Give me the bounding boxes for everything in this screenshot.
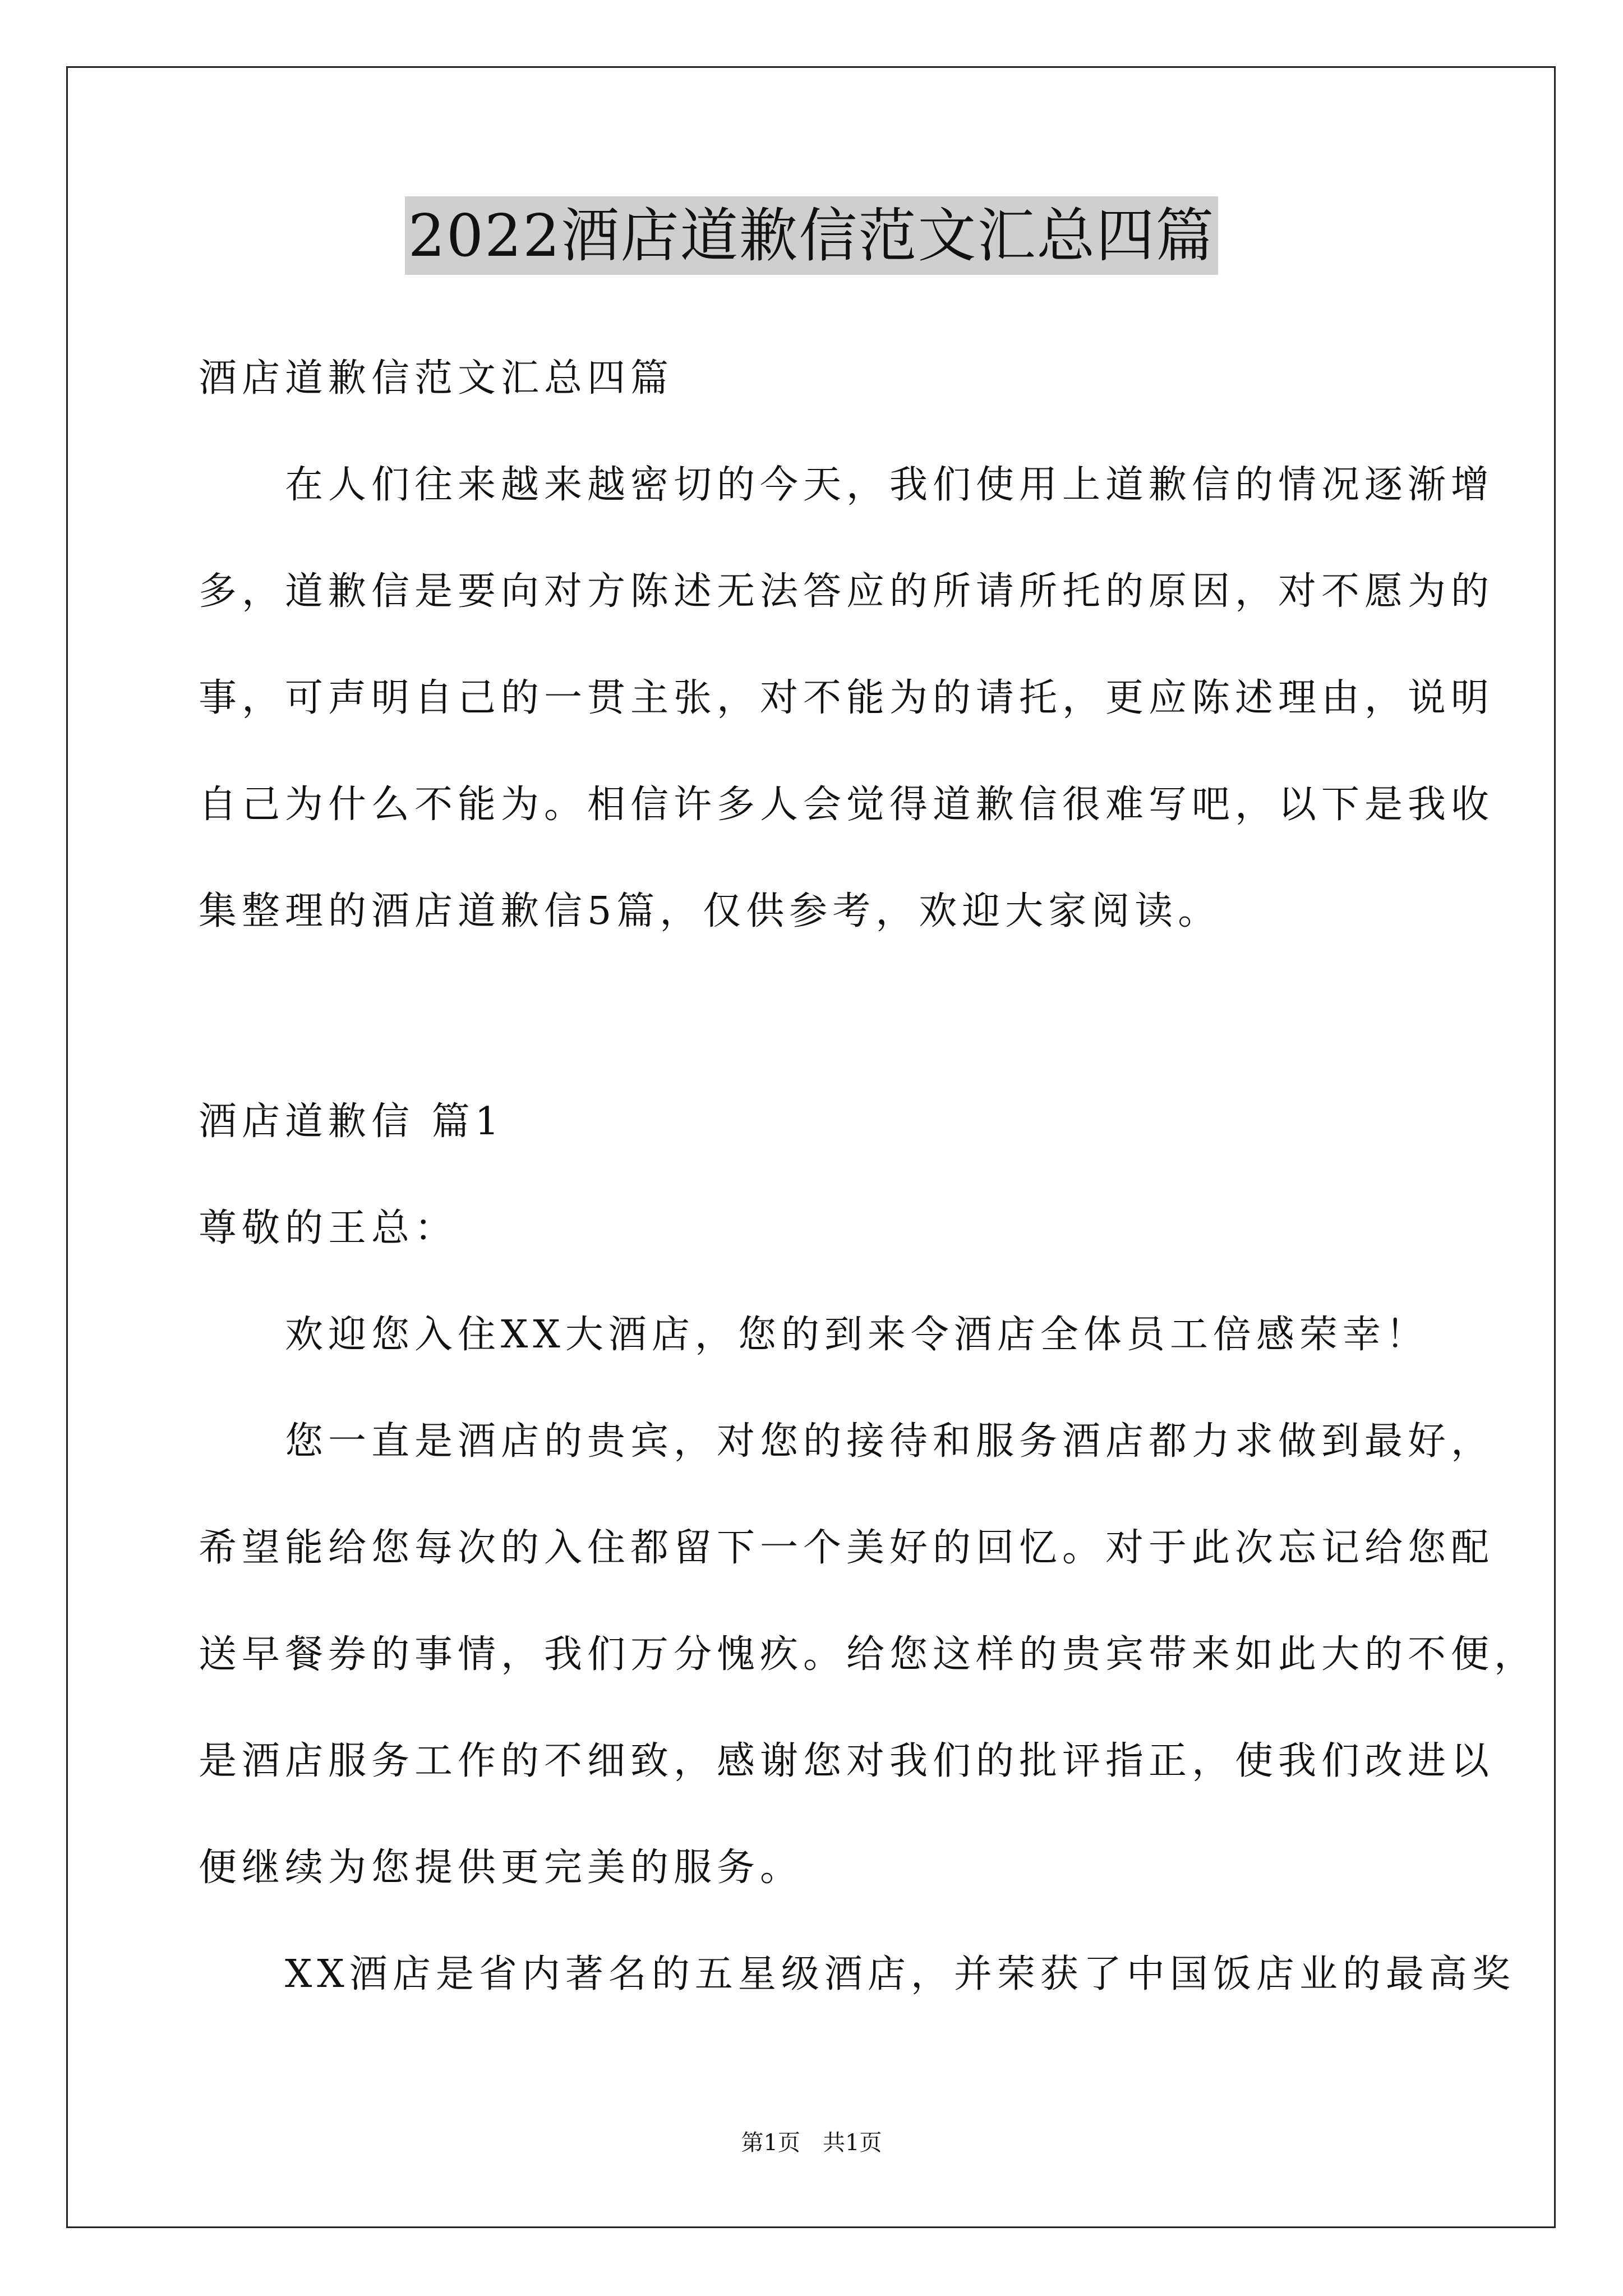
text-line: 集整理的酒店道歉信5篇，仅供参考，欢迎大家阅读。 xyxy=(199,889,1221,933)
title-container xyxy=(0,196,1623,275)
text-line: XX酒店是省内著名的五星级酒店，并荣获了中国饭店业的最高奖 xyxy=(199,1952,1515,1996)
text-line: 送早餐券的事情，我们万分愧疚。给您这样的贵宾带来如此大的不便， xyxy=(199,1632,1538,1677)
page-footer: 第1页 共1页 xyxy=(741,2130,882,2156)
text-line: 事，可声明自己的一贯主张，对不能为的请托，更应陈述理由，说明 xyxy=(199,676,1495,720)
document-title: 2022酒店道歉信范文汇总四篇 xyxy=(405,196,1219,275)
text-line: 自己为什么不能为。相信许多人会觉得道歉信很难写吧，以下是我收 xyxy=(199,783,1495,827)
text-line: 酒店道歉信范文汇总四篇 xyxy=(199,356,674,401)
text-line: 在人们往来越来越密切的今天，我们使用上道歉信的情况逐渐增 xyxy=(199,463,1495,507)
text-line: 是酒店服务工作的不细致，感谢您对我们的批评指正，使我们改进以 xyxy=(199,1739,1495,1783)
text-line: 您一直是酒店的贵宾，对您的接待和服务酒店都力求做到最好， xyxy=(199,1419,1495,1464)
text-line: 多，道歉信是要向对方陈述无法答应的所请所托的原因，对不愿为的 xyxy=(199,569,1495,614)
text-line: 希望能给您每次的入住都留下一个美好的回忆。对于此次忘记给您配 xyxy=(199,1526,1495,1570)
salutation: 尊敬的王总： xyxy=(199,1206,458,1250)
text-line: 欢迎您入住XX大酒店，您的到来令酒店全体员工倍感荣幸！ xyxy=(199,1313,1429,1357)
section-heading: 酒店道歉信 篇1 xyxy=(199,1099,504,1144)
text-line: 便继续为您提供更完美的服务。 xyxy=(199,1846,804,1890)
